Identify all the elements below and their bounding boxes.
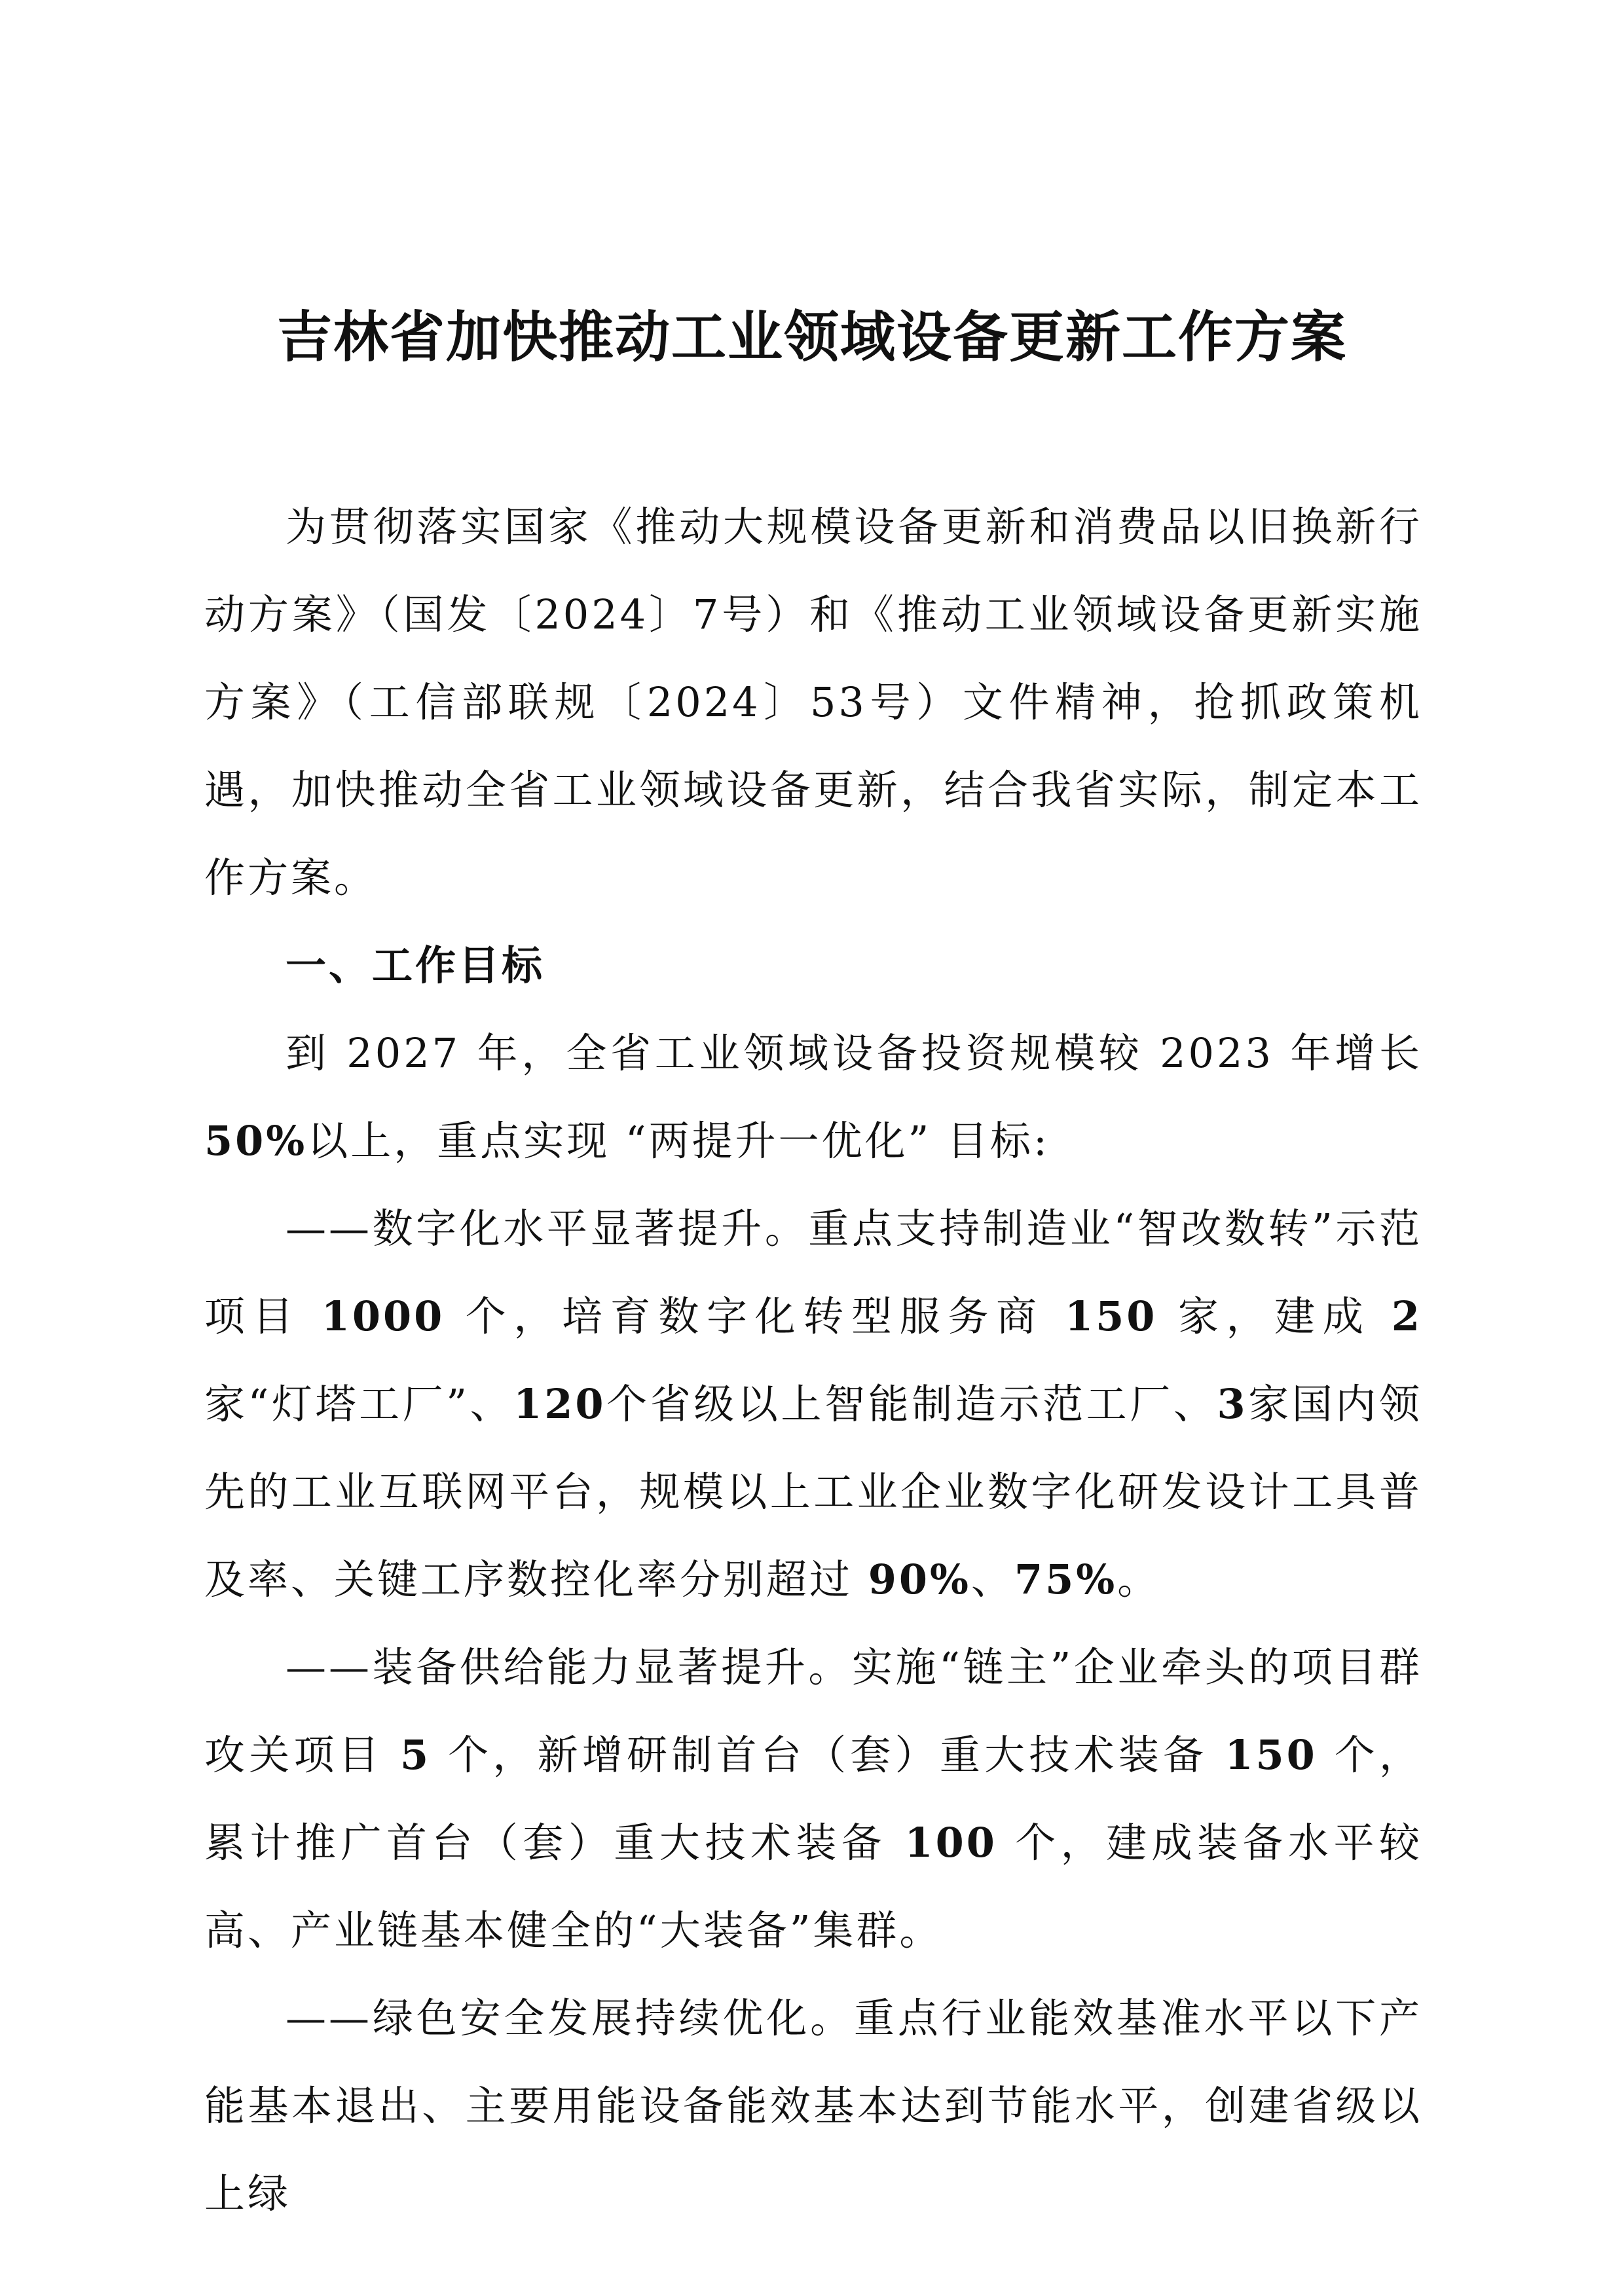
digital-paragraph bbox=[204, 1185, 1422, 1624]
intro-paragraph: 为贯彻落实国家《推动大规模设备更新和消费品以旧换新行动方案》（国发〔2024〕7号）和《推动工业领域设备更新实施方案》（工信部联规〔2024〕53号）文件精神，抢抓政策机遇，加快推动全省工业领域设备更新，结合我省实际，制定本工作方案。 bbox=[204, 503, 1422, 902]
equipment-value-projects: 5 bbox=[399, 1731, 432, 1779]
goal-text-1: 到 2027 年，全省工业领域设备投资规模较 2023 年增长 bbox=[286, 1029, 1422, 1077]
goal-value-investment-growth: 50% bbox=[204, 1117, 308, 1165]
digital-value-demo-projects: 1000 bbox=[321, 1292, 445, 1340]
digital-value-smart-factories: 120 bbox=[513, 1380, 606, 1428]
equipment-text-1: ——装备供给能力显著提升。实施“链主”企业牵头的项目群攻关项目 bbox=[204, 1643, 1422, 1779]
document-body bbox=[204, 483, 1422, 2238]
equipment-text-2: 个，新增研制首台（套）重大技术装备 bbox=[431, 1731, 1225, 1779]
digital-text-2: 个，培育数字化转型服务商 bbox=[445, 1292, 1065, 1340]
equipment-paragraph bbox=[204, 1624, 1422, 1975]
digital-value-internet-platforms: 3 bbox=[1217, 1380, 1248, 1428]
equipment-text-4: 个，建成装备水平较高、产业链基本健全的“大装备”集群。 bbox=[204, 1819, 1422, 1954]
document-title: 吉林省加快推动工业领域设备更新工作方案 bbox=[276, 304, 1347, 369]
equipment-value-new-equipment: 150 bbox=[1225, 1731, 1318, 1779]
section-heading-work-goals: 一、工作目标 bbox=[286, 941, 545, 989]
goal-text-2: 以上，重点实现 “两提升一优化” 目标: bbox=[307, 1117, 1050, 1165]
digital-text-7: 、 bbox=[970, 1556, 1014, 1603]
green-paragraph: ——绿色安全发展持续优化。重点行业能效基准水平以下产能基本退出、主要用能设备能效基本达到节能水平，创建省级以上绿 bbox=[204, 1994, 1422, 2217]
equipment-text-3: 个，累计推广首台（套）重大技术装备 bbox=[204, 1731, 1422, 1867]
digital-value-lighthouse-factories: 2 bbox=[1391, 1292, 1423, 1340]
digital-text-6: 家国内领先的工业互联网平台，规模以上工业企业数字化研发设计工具普及率、关键工序数控化率分别超过 bbox=[204, 1380, 1422, 1603]
digital-text-8: 。 bbox=[1117, 1556, 1161, 1603]
digital-text-5: 个省级以上智能制造示范工厂、 bbox=[606, 1380, 1217, 1428]
digital-value-service-providers: 150 bbox=[1065, 1292, 1158, 1340]
digital-text-1: ——数字化水平显著提升。重点支持制造业“智改数转”示范项目 bbox=[204, 1205, 1422, 1340]
digital-value-nc-rate: 75% bbox=[1014, 1556, 1118, 1603]
digital-value-design-tool-rate: 90% bbox=[868, 1556, 971, 1603]
digital-text-4: 家“灯塔工厂”、 bbox=[204, 1380, 514, 1428]
digital-text-3: 家，建成 bbox=[1157, 1292, 1392, 1340]
equipment-value-promoted-equipment: 100 bbox=[904, 1819, 997, 1867]
goal-paragraph bbox=[204, 1010, 1422, 1185]
